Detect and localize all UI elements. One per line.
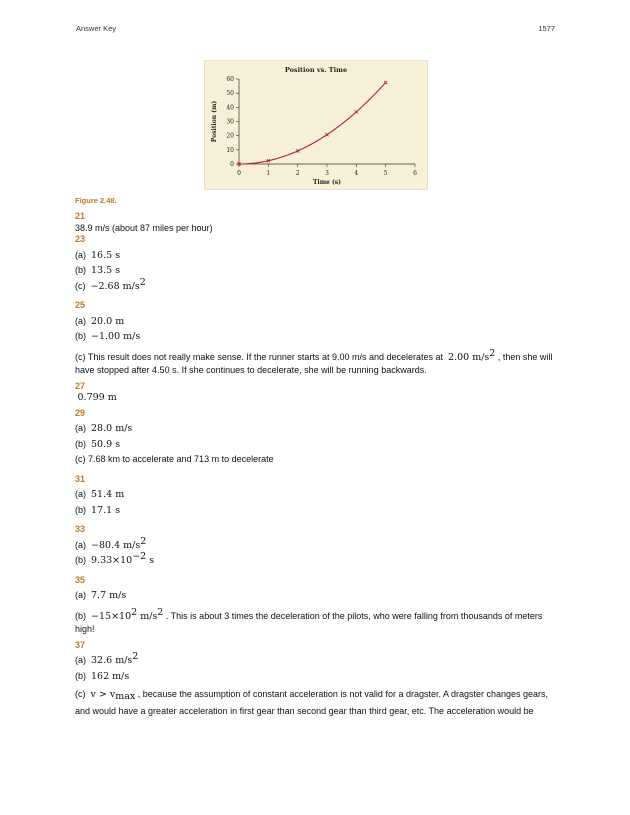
answer-number-37: 37 <box>75 639 86 650</box>
running-header-left: Answer Key <box>76 24 117 33</box>
y-tick-label: 20 <box>226 132 234 140</box>
answer-number-23: 23 <box>75 234 86 244</box>
answer-21-text: 38.9 m/s (about 87 miles per hour) <box>75 222 213 233</box>
answer-35a: (a) 7.7 m/s <box>75 590 127 601</box>
answer-27-text: 0.799 m <box>77 392 117 403</box>
x-tick-label: 4 <box>354 170 359 177</box>
answer-37a: (a) 32.6 $m/s^2$ <box>75 651 139 666</box>
answer-number-31: 31 <box>75 473 86 484</box>
answer-list <box>75 211 555 719</box>
x-tick-label: 2 <box>295 170 300 177</box>
answer-23a: (a) 16.5 s <box>75 249 121 261</box>
answer-31a: (a) 51.4 m <box>75 489 125 500</box>
position-time-figure <box>204 60 428 190</box>
y-tick-label: 0 <box>230 161 234 168</box>
x-axis-label: Time (s) <box>312 179 342 186</box>
answer-35b: $(b) -15\times 10^2$ $m/s^2$ . This is about 3 times the deceleration of the pilots, who were falling from thousands of meters high! <box>75 606 543 634</box>
answer-number-33: 33 <box>75 524 86 534</box>
answer-number-21: 21 <box>75 211 86 221</box>
answer-37c: (c) $v > v_{max}$ , because the assumption of constant acceleration is not valid for a dragster. A dragster changes gears, and would have a greater acceleration in first gear than second gear than third gear, etc. The acceleration would be <box>75 689 549 716</box>
answer-25c: (c) This result does not really make sense. If the runner starts at 9.00 m/s and decelerates at 2.00 $m/s^2$ , then she will have stopped after 4.50 s. If she continues to decelerate, she will be running backwards. <box>75 347 553 375</box>
answer-29b: (b) 50.9 s <box>75 438 121 450</box>
y-tick-label: 10 <box>226 146 234 154</box>
y-tick-label: 30 <box>226 118 234 126</box>
answer-31b: (b) 17.1 s <box>75 504 121 516</box>
answer-23b: (b) 13.5 s <box>75 265 121 276</box>
position-time-chart <box>204 60 428 190</box>
answer-33a: (a) −80.4 $m/s^2$ <box>75 535 147 551</box>
answer-29c: (c) 7.68 km to accelerate and 713 m to decelerate <box>75 454 274 464</box>
answer-33b: (b) $9.33\times 10^{-2}$ s <box>75 551 155 566</box>
x-tick-label: 6 <box>413 170 417 177</box>
y-tick-label: 60 <box>226 76 234 83</box>
x-tick-label: 1 <box>266 170 271 177</box>
y-tick-label: 50 <box>226 90 234 98</box>
answer-29a: (a) 28.0 m/s <box>75 423 133 434</box>
answer-number-29: 29 <box>75 407 86 418</box>
answer-25b: (b) −1.00 m/s <box>75 331 141 342</box>
page-number: 1577 <box>538 24 555 33</box>
y-axis-label: Position (m) <box>211 100 218 143</box>
chart-title: Position vs. Time <box>284 66 348 74</box>
x-tick-label: 5 <box>383 170 388 177</box>
answer-25a: (a) 20.0 m <box>75 315 125 327</box>
x-tick-label: 3 <box>325 170 329 177</box>
answer-number-35: 35 <box>75 574 86 585</box>
answer-23c: (c) −2.68 $m/s^2$ <box>75 276 146 292</box>
figure-caption: Figure 2.48. <box>75 196 117 205</box>
answer-number-25: 25 <box>75 300 86 310</box>
y-tick-label: 40 <box>226 104 234 112</box>
answer-number-27: 27 <box>75 380 86 391</box>
answer-37b: (b) 162 m/s <box>75 670 130 682</box>
x-tick-label: 0 <box>237 170 241 177</box>
